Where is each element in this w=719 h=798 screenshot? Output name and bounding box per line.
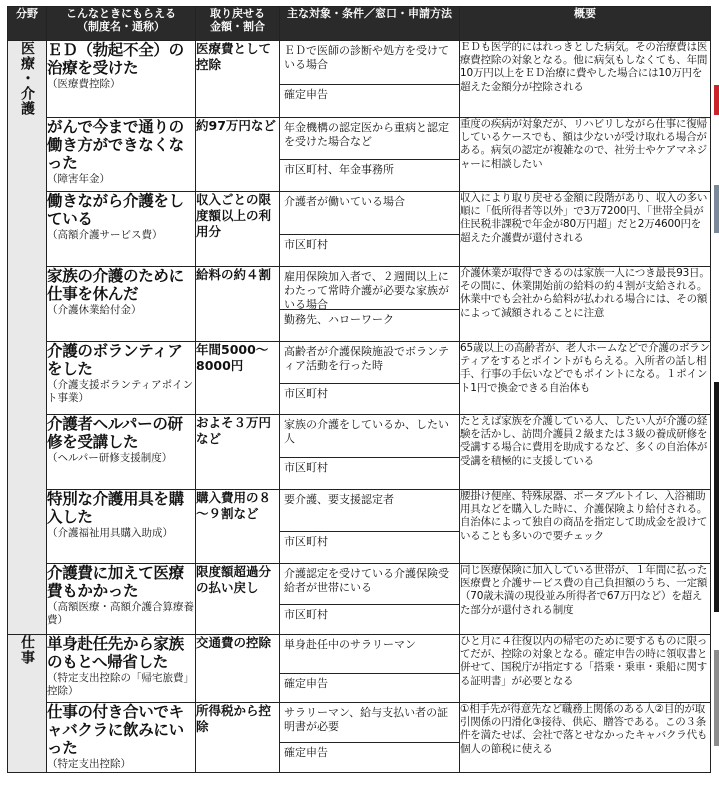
application-window: 確定申告 (284, 677, 328, 690)
table-row (8, 41, 711, 118)
table-row (8, 635, 711, 703)
header-name (47, 7, 196, 41)
benefit-system-name: （障害年金） (47, 173, 110, 185)
refund-amount: 限度額超過分の払い戻し (196, 564, 280, 635)
benefit-name-cell (47, 635, 196, 703)
application-window: 市区町村 (284, 387, 328, 400)
edge-fragment (714, 650, 719, 746)
benefit-name-cell (47, 267, 196, 342)
category-work (8, 635, 47, 773)
header-condition: 主な対象・条件／窓口・申請方法 (280, 7, 460, 41)
condition-cell (280, 41, 460, 118)
header-amount-line1: 取り戻せる (210, 7, 265, 20)
eligibility-condition: 介護者が働いている場合 (280, 192, 459, 235)
table-row (8, 267, 711, 342)
benefit-name-cell (47, 415, 196, 490)
eligibility-condition: 介護認定を受けている介護保険受給者が世帯にいる (280, 564, 459, 605)
benefit-title: 単身赴任先から家族のもとへ帰省した (47, 635, 184, 671)
eligibility-condition: 高齢者が介護保険施設でボランティア活動を行った時 (280, 342, 459, 384)
application-window: 市区町村 (284, 535, 328, 548)
header-name-line2: （制度名・通称） (77, 20, 165, 33)
condition-cell (280, 342, 460, 415)
summary-text: たとえば家族を介護している人、したい人が介護の経験を活かし、訪問介護員２級または３級の養成研修を受講する場合に費用を助成するなど、多くの自治体が受講を積極的に支援している (460, 415, 711, 490)
refund-amount: およそ３万円など (196, 415, 280, 490)
header-name-line1: こんなときにもらえる (66, 7, 176, 20)
benefit-table (7, 6, 711, 773)
edge-fragment (714, 185, 719, 233)
table-body (8, 41, 711, 773)
table-row (8, 192, 711, 267)
benefit-title: 家族の介護のために仕事を休んだ (47, 267, 184, 303)
benefit-name-cell (47, 192, 196, 267)
table-header-row (8, 7, 711, 41)
application-window: 市区町村 (284, 608, 328, 621)
benefit-title: 特別な介護用具を購入した (47, 490, 184, 526)
summary-text: 65歳以上の高齢者が、老人ホームなどで介護のボランティアをするとポイントがもらえる。入所者の話し相手、行事の手伝いなどでもポイントになる。１ポイント1円で換金できる自治体も (460, 342, 711, 415)
eligibility-condition: サラリーマン、給与支払い者の証明書が必要 (280, 703, 459, 743)
benefit-title: 仕事の付き合いでキャバクラに飲みにいった (47, 703, 184, 757)
eligibility-condition: ＥＤで医師の診断や処方を受けている場合 (280, 41, 459, 85)
condition-cell (280, 635, 460, 703)
summary-text: 同じ医療保険に加入している世帯が、１年間に払った医療費と介護サービス費の自己負担額のうち、一定額（70歳未満の現役並み所得者で67万円など）を超えた部分が還付される制度 (460, 564, 711, 635)
table-row (8, 490, 711, 564)
eligibility-condition: 雇用保険加入者で、２週間以上にわたって常時介護が必要な家族がいる場合 (280, 267, 459, 310)
refund-amount: 医療費として控除 (196, 41, 280, 118)
refund-amount: 収入ごとの限度額以上の利用分 (196, 192, 280, 267)
benefit-name-cell (47, 703, 196, 773)
application-window: 確定申告 (284, 746, 328, 759)
benefit-system-name: （介護福祉用具購入助成） (47, 527, 173, 539)
benefit-title: 働きながら介護をしている (47, 192, 184, 228)
table-row (8, 564, 711, 635)
application-window: 市区町村 (284, 238, 328, 251)
refund-amount: 約97万円など (196, 118, 280, 192)
benefit-system-name: （高額医療・高額介護合算療養費） (47, 601, 194, 626)
summary-text: 重度の疾病が対象だが、リハビリしながら仕事に復帰しているケースでも、額は少ないが受け取れる場合がある。病気の認定が複雑なので、社労士やケアマネジャーに相談したい (460, 118, 711, 192)
category-label: 医療・介護 (19, 41, 35, 116)
refund-amount: 交通費の控除 (196, 635, 280, 703)
edge-fragment (714, 382, 719, 612)
benefit-name-cell (47, 342, 196, 415)
header-amount-line2: 金額・割合 (210, 20, 265, 33)
category-medical-care (8, 41, 47, 635)
condition-cell (280, 192, 460, 267)
benefit-name-cell (47, 564, 196, 635)
benefit-system-name: （介護支援ボランティアポイント事業） (47, 379, 194, 404)
eligibility-condition: 年金機構の認定医から重病と認定を受けた場合など (280, 118, 459, 160)
benefit-system-name: （高額介護サービス費） (47, 229, 163, 241)
category-label: 仕事 (19, 635, 35, 665)
refund-amount: 所得税から控除 (196, 703, 280, 773)
benefit-system-name: （特定支出控除の「帰宅旅費」控除） (47, 672, 194, 697)
benefit-name-cell (47, 490, 196, 564)
application-window: 市区町村、年金事務所 (284, 163, 394, 176)
condition-cell (280, 703, 460, 773)
benefit-name-cell (47, 41, 196, 118)
benefit-title: 介護費に加えて医療費もかかった (47, 564, 184, 600)
header-summary: 概要 (460, 7, 711, 41)
summary-text: 収入により取り戻せる金額に段階があり、収入の多い順に「低所得者等以外」で3万7200円、「世帯全員が住民税非課税で年金が80万円超」だと2万4600円を超えた介護費が還付される (460, 192, 711, 267)
condition-cell (280, 267, 460, 342)
benefit-title: 介護者ヘルパーの研修を受講した (47, 415, 183, 451)
refund-amount: 年間5000～8000円 (196, 342, 280, 415)
condition-cell (280, 118, 460, 192)
condition-cell (280, 490, 460, 564)
benefit-title: ＥＤ（勃起不全）の治療を受けた (47, 41, 184, 77)
header-amount (196, 7, 280, 41)
table-row (8, 415, 711, 490)
application-window: 市区町村 (284, 461, 328, 474)
summary-text: ①相手先が得意先など職務上関係のある人②目的が取引関係の円滑化③接待、供応、贈答である。この３条件を満たせば、会社で落とせなかったキャバクラ代も個人の節税に使える (460, 703, 711, 773)
eligibility-condition: 要介護、要支援認定者 (280, 490, 459, 532)
eligibility-condition: 単身赴任中のサラリーマン (280, 635, 459, 674)
benefit-system-name: （介護休業給付金） (47, 304, 142, 316)
application-window: 確定申告 (284, 88, 328, 101)
benefit-system-name: （ヘルパー研修支援制度） (47, 452, 173, 464)
condition-cell (280, 564, 460, 635)
application-window: 勤務先、ハローワーク (284, 313, 394, 326)
summary-text: ＥＤも医学的にはれっきとした病気。その治療費は医療費控除の対象となる。他に病気もしなくても、年間10万円以上をＥＤ治療に費やした場合には10万円を超えた金額分が控除される (460, 41, 711, 118)
refund-amount: 給料の約４割 (196, 267, 280, 342)
benefit-system-name: （医療費控除） (47, 78, 121, 90)
refund-amount: 購入費用の８～９割など (196, 490, 280, 564)
table-row (8, 118, 711, 192)
summary-text: 介護休業が取得できるのは家族一人につき最長93日。その間に、休業開始前の給料の約４割が支給される。休業中でも会社から給料が払われる場合には、その額によって減額されることに注意 (460, 267, 711, 342)
eligibility-condition: 家族の介護をしているか、したい人 (280, 415, 459, 458)
benefit-title: 介護のボランティアをした (47, 342, 183, 378)
table-row (8, 703, 711, 773)
condition-cell (280, 415, 460, 490)
summary-text: ひと月に４往復以内の帰宅のために要するものに限ってだが、控除の対象となる。確定申告の時に領収書と併せて、国税庁が指定する「搭乗・乗車・乗船に関する証明書」が必要となる (460, 635, 711, 703)
benefit-name-cell (47, 118, 196, 192)
benefit-system-name: （特定支出控除） (47, 758, 131, 770)
summary-text: 腰掛け便座、特殊尿器、ポータブルトイレ、入浴補助用具などを購入した時に、介護保険より給付される。自治体によって独自の商品を指定して助成金を設けていることも多いので要チェック (460, 490, 711, 564)
table-row (8, 342, 711, 415)
edge-fragment (714, 85, 719, 115)
benefit-title: がんで今まで通りの働き方ができなくなった (47, 118, 184, 172)
header-field: 分野 (8, 7, 47, 41)
